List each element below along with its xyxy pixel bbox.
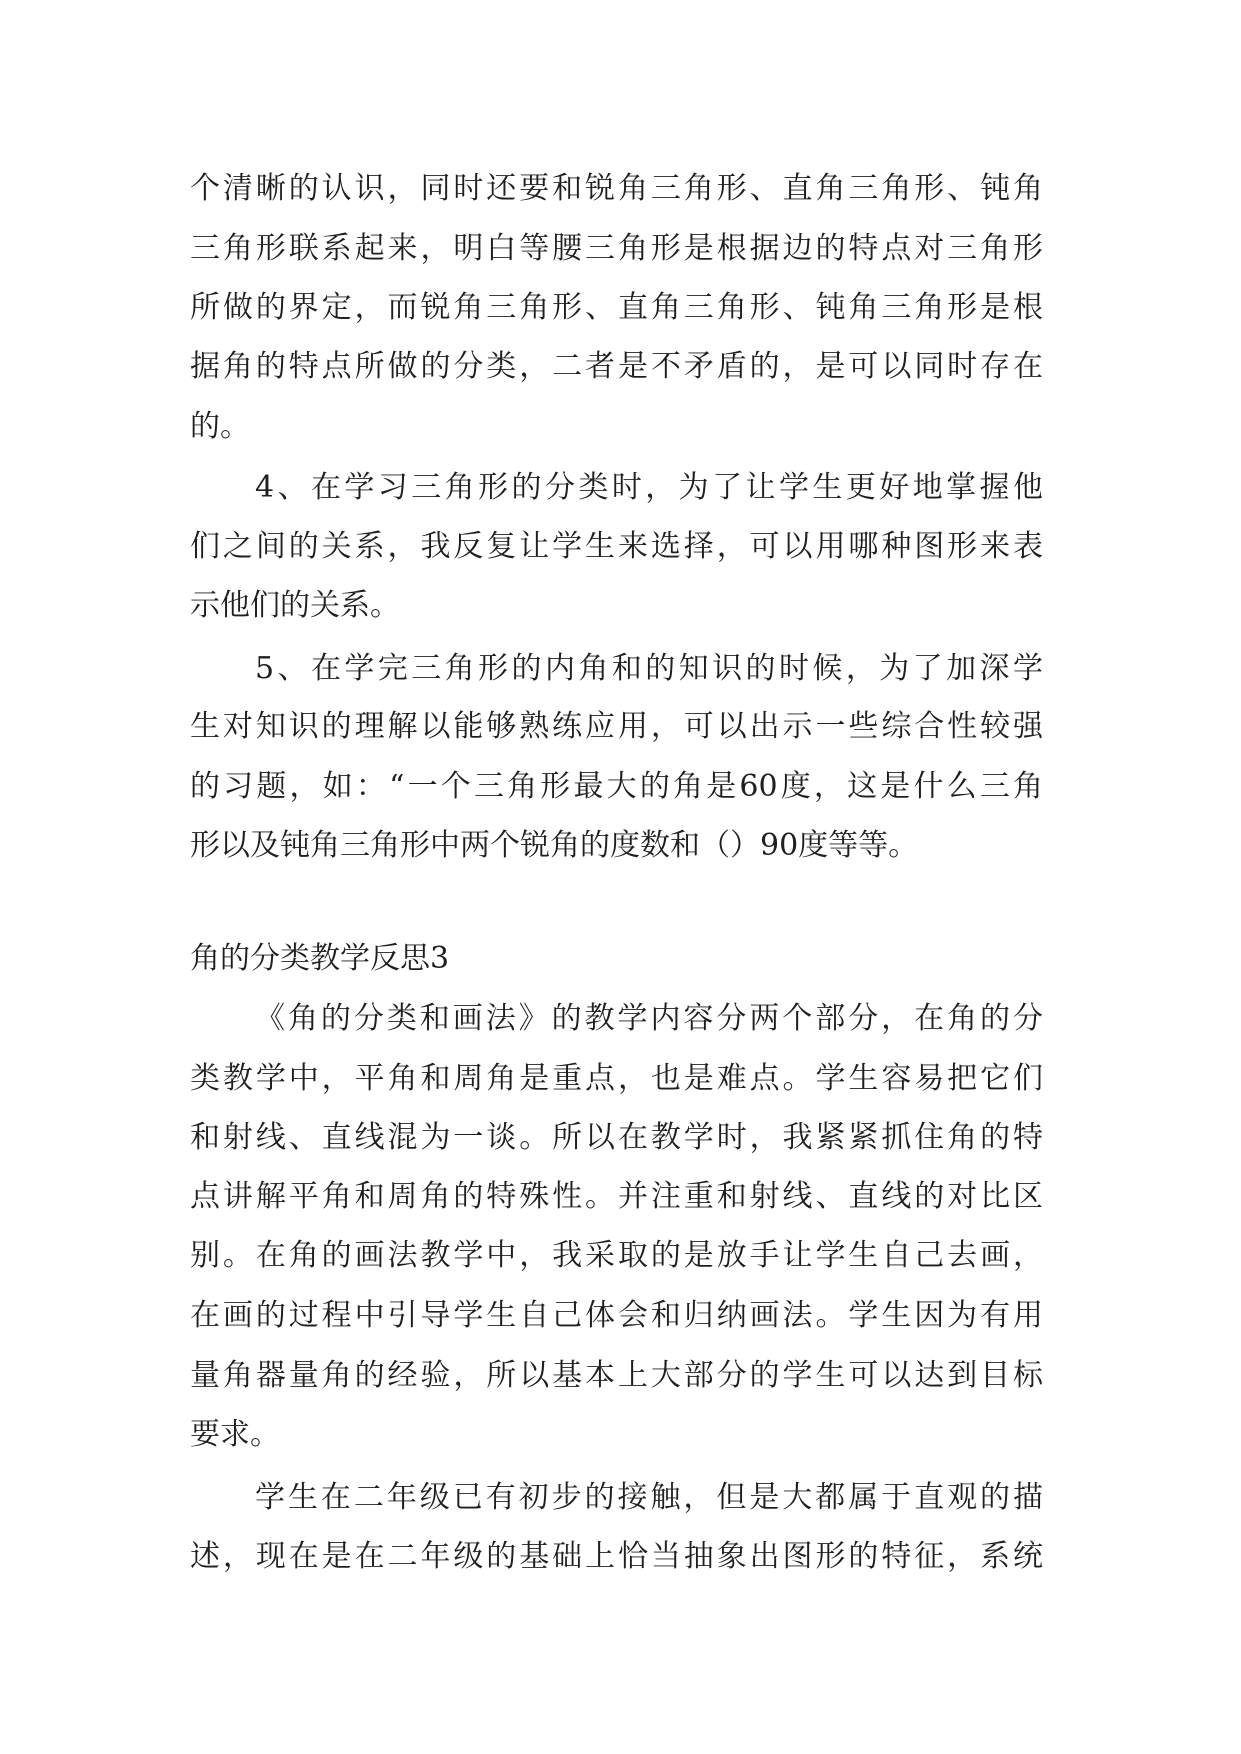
text-line: 述，现在是在二年级的基础上恰当抽象出图形的特征，系统 bbox=[190, 1539, 1043, 1574]
text-line: 示他们的关系。 bbox=[190, 588, 400, 623]
text-line: 个清晰的认识，同时还要和锐角三角形、直角三角形、钝角 bbox=[190, 171, 1043, 206]
text-line: 的习题，如：“一个三角形最大的角是60度，这是什么三角 bbox=[190, 769, 1043, 804]
text-line: 所做的界定，而锐角三角形、直角三角形、钝角三角形是根 bbox=[190, 290, 1043, 325]
text-line: 据角的特点所做的分类，二者是不矛盾的，是可以同时存在 bbox=[190, 349, 1043, 384]
text-line: 点讲解平角和周角的特殊性。并注重和射线、直线的对比区 bbox=[190, 1179, 1043, 1214]
paragraph-2-first-line: 学生在二年级已有初步的接触，但是大都属于直观的描 bbox=[255, 1480, 1043, 1515]
text-line: 类教学中，平角和周角是重点，也是难点。学生容易把它们 bbox=[190, 1061, 1043, 1096]
item-5-first-line: 5、在学完三角形的内角和的知识的时候，为了加深学 bbox=[255, 651, 1043, 686]
text-line: 生对知识的理解以能够熟练应用，可以出示一些综合性较强 bbox=[190, 709, 1043, 744]
item-4-first-line: 4、在学习三角形的分类时，为了让学生更好地掌握他 bbox=[255, 470, 1043, 505]
text-line: 量角器量角的经验，所以基本上大部分的学生可以达到目标 bbox=[190, 1358, 1043, 1393]
text-line: 和射线、直线混为一谈。所以在教学时，我紧紧抓住角的特 bbox=[190, 1120, 1043, 1155]
text-line: 在画的过程中引导学生自己体会和归纳画法。学生因为有用 bbox=[190, 1298, 1043, 1333]
text-line: 别。在角的画法教学中，我采取的是放手让学生自己去画， bbox=[190, 1238, 1043, 1273]
text-line: 形以及钝角三角形中两个锐角的度数和（）90度等等。 bbox=[190, 828, 919, 863]
section-title: 角的分类教学反思3 bbox=[190, 941, 450, 976]
paragraph-1-first-line: 《角的分类和画法》的教学内容分两个部分，在角的分 bbox=[255, 1001, 1043, 1036]
text-line: 要求。 bbox=[190, 1417, 280, 1452]
text-line: 们之间的关系，我反复让学生来选择，可以用哪种图形来表 bbox=[190, 529, 1043, 564]
text-line: 三角形联系起来，明白等腰三角形是根据边的特点对三角形 bbox=[190, 231, 1043, 266]
text-line: 的。 bbox=[190, 409, 250, 444]
